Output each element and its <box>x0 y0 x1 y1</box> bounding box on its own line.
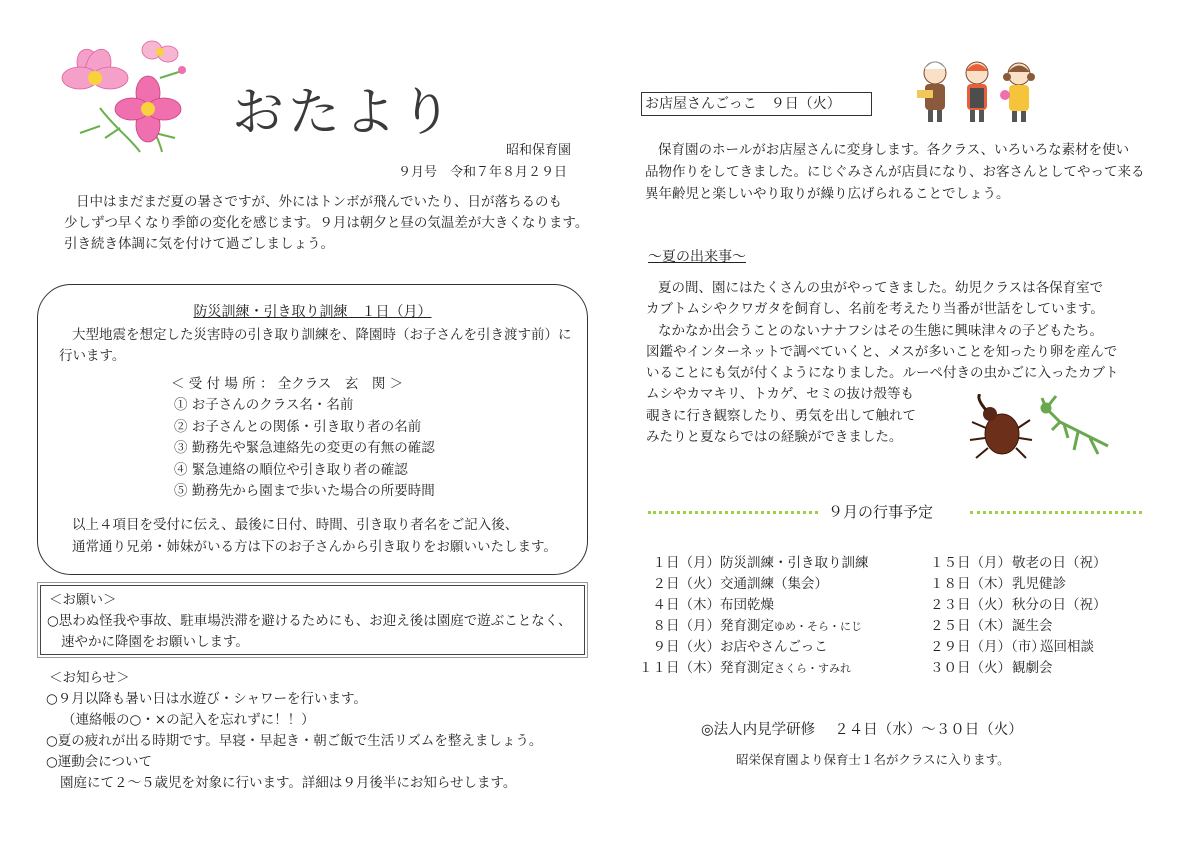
page-title: おたより <box>232 83 457 143</box>
drill-closing <box>72 514 557 558</box>
training-sub: 昭栄保育園より保育士１名がクラスに入ります。 <box>736 752 1010 767</box>
cosmos-flower-illustration <box>60 38 200 154</box>
shop-line: 異年齢児と楽しいやり取りが繰り広げられることでしょう。 <box>645 186 1010 202</box>
schedule-row: ４日（木）布団乾燥 <box>652 597 774 613</box>
schedule-row: １１日（木）発育測定さくら・すみれ <box>639 660 851 676</box>
notice-line: ○夏の疲れが出る時期です。早寝・早起き・朝ご飯で生活リズムを整えましょう。 <box>46 733 543 749</box>
schedule-row: ２５日（木）誕生会 <box>930 618 1053 634</box>
notice-line: ○運動会について <box>46 754 153 770</box>
training-line: ◎法人内見学研修 ２４日（水）～３０日（火） <box>701 722 1023 738</box>
drill-closing-line: 通常通り兄弟・姉妹がいる方は下のお子さんから引き取りをお願いいたします。 <box>72 539 557 555</box>
shop-line: 保育園のホールがお店屋さんに変身します。各クラス、いろいろな素材を使い <box>658 142 1130 158</box>
drill-title: 防災訓練・引き取り訓練 １日（月） <box>193 304 432 320</box>
schedule-row: ２日（火）交通訓練（集会） <box>652 576 828 592</box>
insects-illustration <box>968 394 1123 460</box>
request-line: 速やかに降園をお願いします。 <box>61 634 249 650</box>
schedule-row: ２３日（火）秋分の日（祝） <box>930 597 1107 613</box>
drill-desc-line: 行います。 <box>59 348 126 364</box>
request-box <box>40 585 585 655</box>
checklist-item: ④ 緊急連絡の順位や引き取り者の確認 <box>174 461 408 478</box>
summer-line: カブトムシやクワガタを飼育し、名前を考えたり当番が世話をしています。 <box>646 301 1104 318</box>
summer-line: 図鑑やインターネットで調べていくと、メスが多いことを知ったり卵を産んで <box>646 343 1118 360</box>
drill-desc-line: 大型地震を想定した災害時の引き取り訓練を、降園時（お子さんを引き渡す前）に <box>72 327 572 343</box>
intro-text <box>64 192 588 255</box>
summer-line: 夏の間、園にはたくさんの虫がやってきました。幼児クラスは各保育室で <box>658 280 1104 296</box>
notice-line: ○９月以降も暑い日は水遊び・シャワーを行います。 <box>46 691 367 707</box>
schedule-divider-right <box>970 511 1142 514</box>
schedule-row: ８日（月）発育測定ゆめ・そら・にじ <box>652 618 862 634</box>
drill-description <box>59 325 572 367</box>
schedule-title: ９月の行事予定 <box>828 503 934 521</box>
shop-title: お店屋さんごっこ ９日（火） <box>641 92 872 116</box>
drill-place: ＜ 受 付 場 所 ： 全クラス 玄 関 ＞ <box>171 376 404 392</box>
children-illustration <box>915 57 1045 129</box>
summer-line: なかなか出会うことのないナナフシはその生態に興味津々の子どもたち。 <box>658 322 1103 339</box>
request-line: ○思わぬ怪我や事故、駐車場渋滞を避けるためにも、お迎え後は園庭で遊ぶことなく、 <box>47 613 572 629</box>
request-heading: ＜お願い＞ <box>49 592 117 608</box>
beetle-icon <box>970 394 1032 458</box>
notice-heading: ＜お知らせ＞ <box>49 670 130 686</box>
summer-line: 覗きに行き観察したり、勇気を出して触れて <box>646 407 916 424</box>
school-name: 昭和保育園 <box>506 143 572 158</box>
mantis-icon <box>1042 396 1108 454</box>
notice-line: 園庭にて２～５歳児を対象に行います。詳細は９月後半にお知らせします。 <box>60 775 517 791</box>
schedule-right <box>930 553 1107 679</box>
schedule-row: １日（月）防災訓練・引き取り訓練 <box>652 555 869 571</box>
intro-line: 引き続き体調に気を付けて過ごしましょう。 <box>64 236 334 252</box>
drill-box <box>37 284 588 575</box>
checklist-item: ② お子さんとの関係・引き取り者の名前 <box>174 418 422 435</box>
notice-section <box>46 668 542 794</box>
schedule-row: ９日（火）お店やさんごっこ <box>652 639 828 655</box>
intro-line: 日中はまだまだ夏の暑さですが、外にはトンボが飛んでいたり、日が落ちるのも <box>76 194 562 210</box>
summer-line: ムシやカマキリ、トカゲ、セミの抜け殻等も <box>646 386 914 403</box>
checklist-item: ① お子さんのクラス名・名前 <box>174 397 354 413</box>
schedule-row: １８日（木）乳児健診 <box>930 576 1066 592</box>
checklist-item: ③ 勤務先や緊急連絡先の変更の有無の確認 <box>174 440 435 456</box>
summer-line: いることにも気が付くようになりました。ルーペ付きの虫かごに入ったカブト <box>646 365 1119 382</box>
schedule-row: １５日（月）敬老の日（祝） <box>930 555 1107 571</box>
schedule-left <box>638 553 869 679</box>
summer-title: ～夏の出来事～ <box>648 249 746 265</box>
drill-checklist <box>174 395 435 503</box>
notice-line: （連絡帳の○・×の記入を忘れずに！！） <box>62 712 315 728</box>
schedule-row: ２９日（月）（市）巡回相談 <box>930 639 1094 655</box>
request-content <box>49 590 572 653</box>
schedule-divider-left <box>648 511 818 514</box>
checklist-item: ⑤ 勤務先から園まで歩いた場合の所要時間 <box>174 483 435 499</box>
issue-date: ９月号 令和７年８月２９日 <box>398 165 568 180</box>
shop-line: 品物作りをしてきました。にじぐみさんが店員になり、お客さんとしてやって来る <box>645 164 1145 180</box>
shop-text <box>645 139 1145 205</box>
summer-line: みたりと夏ならではの経験ができました。 <box>646 429 903 446</box>
schedule-row: ３０日（火）観劇会 <box>930 660 1053 676</box>
drill-closing-line: 以上４項目を受付に伝え、最後に日付、時間、引き取り者名をご記入後、 <box>72 517 519 533</box>
intro-line: 少しずつ早くなり季節の変化を感じます。９月は朝夕と昼の気温差が大きくなります。 <box>64 215 589 231</box>
